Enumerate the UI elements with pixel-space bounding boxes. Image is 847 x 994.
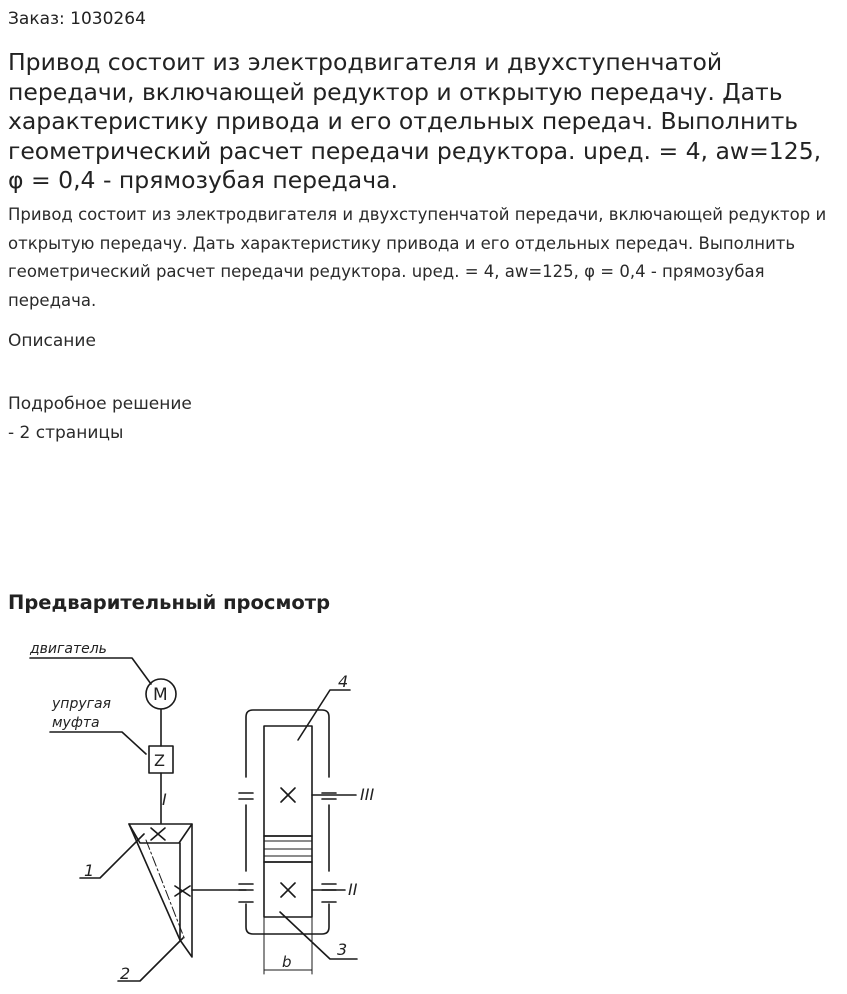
shaft-1-label: I — [162, 790, 167, 809]
drive-kinematic-scheme — [0, 622, 400, 994]
part-4-label: 4 — [338, 672, 349, 691]
part-1-label: 1 — [84, 861, 95, 880]
gear-wheel-4 — [264, 726, 312, 836]
task-description: Привод состоит из электродвигателя и двухступенчатой передачи, включающей редуктор и открытую передачу. Дать характеристику привода и его отдельных передач. Выполнить геометрический расчет передачи редуктора. uред. = 4, aw=125, φ = 0,4 - прямозубая передача. — [8, 205, 827, 310]
solution-pages: - 2 страницы — [8, 423, 124, 443]
gearbox-housing — [246, 710, 329, 777]
part-4-leader — [298, 690, 350, 740]
shaft-2-label: II — [348, 880, 358, 899]
width-label: b — [282, 953, 292, 971]
coupling-symbol: Z — [154, 751, 165, 770]
part-3-label: 3 — [337, 940, 348, 959]
coupling-label-line1: упругая — [52, 696, 111, 712]
motor-label: двигатель — [30, 641, 107, 657]
coupling-leader — [50, 732, 146, 754]
order-number: Заказ: 1030264 — [8, 9, 146, 29]
description-label: Описание — [8, 331, 96, 351]
part-2-label: 2 — [120, 964, 131, 983]
solution-info: Подробное решение — [8, 394, 192, 414]
motor-symbol: M — [153, 685, 168, 705]
task-heading: Привод состоит из электродвигателя и двухступенчатой передачи, включающей редуктор и открытую передачу. Дать характеристику привода и его отдельных передач. Выполнить геометрический расчет передачи редуктора. uред. = 4, aw=125, φ = 0,4 - прямозубая передача. — [8, 48, 822, 194]
motor-leader — [30, 658, 151, 684]
shaft-3-label: III — [360, 785, 375, 804]
coupling-label-line2: муфта — [52, 715, 100, 731]
preview-title: Предварительный просмотр — [8, 591, 331, 614]
